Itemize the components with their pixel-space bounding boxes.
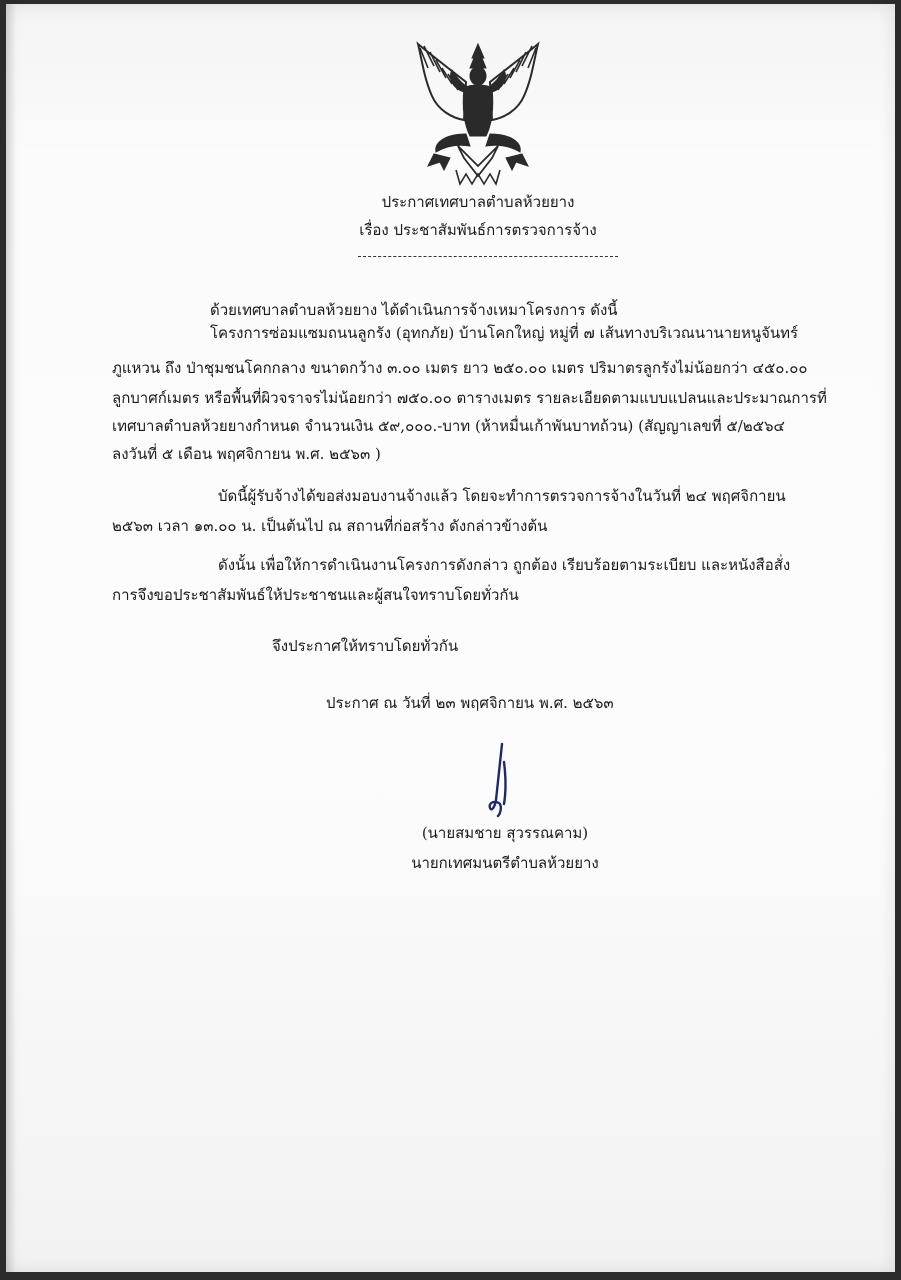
paragraph-2-line: ๒๕๖๓ เวลา ๑๓.๐๐ น. เป็นต้นไป ณ สถานที่ก่อสร้าง ดังกล่าวข้างต้น [112,517,548,535]
paragraph-3-line: ดังนั้น เพื่อให้การดำเนินงานโครงการดังกล่าว ถูกต้อง เรียบร้อยตามระเบียบ และหนังสือสั่ง [218,556,791,574]
announcement-org-title: ประกาศเทศบาลตำบลห้วยยาง [381,193,575,211]
garuda-emblem-icon [408,38,548,186]
announcement-subject: เรื่อง ประชาสัมพันธ์การตรวจการจ้าง [359,221,597,239]
announcement-date: ประกาศ ณ วันที่ ๒๓ พฤศจิกายน พ.ศ. ๒๕๖๓ [326,694,614,712]
signatory-name: (นายสมชาย สุวรรณคาม) [421,824,589,842]
paragraph-1-line: ด้วยเทศบาลตำบลห้วยยาง ได้ดำเนินการจ้างเหมาโครงการ ดังนี้ [210,301,618,319]
signatory-title: นายกเทศมนตรีตำบลห้วยยาง [411,854,599,872]
closing-statement: จึงประกาศให้ทราบโดยทั่วกัน [272,637,459,655]
paragraph-2-line: บัดนี้ผู้รับจ้างได้ขอส่งมอบงานจ้างแล้ว โดยจะทำการตรวจการจ้างในวันที่ ๒๔ พฤศจิกายน [218,487,786,505]
page-edge-shadow [6,4,16,1272]
title-divider [358,256,618,257]
paragraph-1-line: เทศบาลตำบลห้วยยางกำหนด จำนวนเงิน ๕๙,๐๐๐.-บาท (ห้าหมื่นเก้าพันบาทถ้วน) (สัญญาเลขที่ ๕/๒๕๖๔ [112,417,785,435]
handwritten-signature-icon [480,742,520,822]
paragraph-1-line: ลูกบาศก์เมตร หรือพื้นที่ผิวจราจรไม่น้อยกว่า ๗๕๐.๐๐ ตารางเมตร รายละเอียดตามแบบแปลนและประมาณการที่ [112,389,827,407]
paragraph-3-line: การจึงขอประชาสัมพันธ์ให้ประชาชนและผู้สนใจทราบโดยทั่วกัน [112,586,519,604]
paragraph-1-line: ภูแหวน ถึง ป่าชุมชนโคกกลาง ขนาดกว้าง ๓.๐๐ เมตร ยาว ๒๕๐.๐๐ เมตร ปริมาตรลูกรังไม่น้อยกว่า ๔๕๐.๐๐ [112,359,808,377]
paragraph-1-line: ลงวันที่ ๕ เดือน พฤศจิกายน พ.ศ. ๒๕๖๓ ) [112,445,381,463]
paragraph-1-line: โครงการซ่อมแซมถนนลูกรัง (อุทกภัย) บ้านโคกใหญ่ หมู่ที่ ๗ เส้นทางบริเวณนานายหนูจันทร์ [210,324,799,342]
